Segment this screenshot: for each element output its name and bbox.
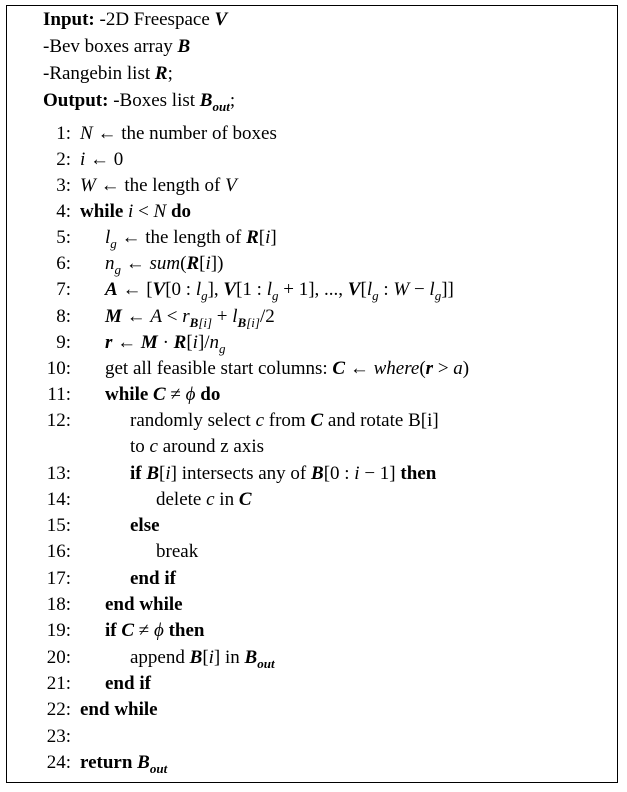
line-text-2: in <box>225 647 240 668</box>
input-label: Input: <box>43 9 95 30</box>
code-line-22 <box>0 697 627 723</box>
line-fn: where <box>373 358 420 379</box>
line-text: the number of boxes <box>121 123 277 144</box>
code-line-17 <box>0 566 627 592</box>
line-number: 14: <box>46 489 71 510</box>
output-label: Output: <box>43 90 109 111</box>
line-text: randomly select <box>130 410 251 431</box>
keyword: else <box>130 515 160 536</box>
line-number: 13: <box>46 463 71 484</box>
line-number: 11: <box>47 384 71 405</box>
code-line-19: 19: if C ≠ ϕ then <box>0 618 627 644</box>
input-line <box>43 7 227 33</box>
line-text: intersects any of <box>181 463 307 484</box>
line-number: 12: <box>46 410 71 431</box>
keyword: do <box>170 201 192 222</box>
output-var: B <box>199 90 213 111</box>
code-line-10: 10: get all feasible start columns: C ← where(r > a) <box>0 356 627 382</box>
line-number: 24: <box>46 752 71 773</box>
line-number: 15: <box>46 515 71 536</box>
code-line-1: 1: N ← the number of boxes <box>0 121 627 147</box>
code-line-5: 5: $l_g$ ← the length of R[i] <box>56 227 277 251</box>
code-line-3: 3: W ← the length of V <box>0 173 627 199</box>
code-line-6: 6: $n_g$ ← sum(R[i]) <box>56 253 224 277</box>
code-line-24: 24: return $B_{out}$ <box>46 752 168 776</box>
line-text-2: in <box>219 489 235 510</box>
line-number: 20: <box>46 647 71 668</box>
line-text: the length of <box>124 175 221 196</box>
code-line-12: 12: randomly select c from C and rotate B[i] <box>0 408 627 434</box>
line-number: 9: <box>56 332 71 353</box>
code-line-12-cont: to c around z axis <box>130 436 265 457</box>
line-fn: sum <box>149 253 181 274</box>
range-line <box>43 61 173 87</box>
code-line-23 <box>0 724 627 750</box>
keyword: while <box>105 384 149 405</box>
line-number: 7: <box>56 279 71 300</box>
line-number: 10: <box>46 358 71 379</box>
line-number: 16: <box>46 541 71 562</box>
line-number: 1: <box>56 123 71 144</box>
code-line-15 <box>0 513 627 539</box>
line-text: 0 <box>113 149 124 170</box>
line-text-3: and rotate B[i] <box>327 410 439 431</box>
line-text: to <box>130 436 145 457</box>
keyword: do <box>200 384 221 405</box>
range-suffix: ; <box>167 63 173 84</box>
code-line-4: 4: while i < N do <box>0 199 627 225</box>
line-ellipsis: ... <box>324 279 339 300</box>
line-text: delete <box>156 489 202 510</box>
keyword: then <box>168 620 205 641</box>
line-text-2: around z axis <box>162 436 265 457</box>
keyword: while <box>80 201 124 222</box>
line-number: 5: <box>56 227 71 248</box>
input-var: V <box>214 9 228 30</box>
input-text: -2D Freespace <box>99 9 210 30</box>
line-text: get all feasible start columns: <box>105 358 328 379</box>
keyword: end while <box>105 594 183 615</box>
line-number: 2: <box>56 149 71 170</box>
code-line-18 <box>0 592 627 618</box>
keyword: end while <box>80 699 158 720</box>
code-line-21 <box>0 671 627 697</box>
line-text: break <box>156 541 199 562</box>
code-line-9: 9: r ← $M \cdot R[i]/n_g$ <box>56 332 226 356</box>
line-number: 23: <box>46 726 71 747</box>
line-number: 4: <box>56 201 71 222</box>
code-line-11: 11: while C ≠ ϕ do <box>0 382 627 408</box>
keyword: end if <box>105 673 151 694</box>
bev-var: B <box>177 36 191 57</box>
line-text-2: from <box>268 410 306 431</box>
line-number: 18: <box>46 594 71 615</box>
code-line-13: 13: if B[i] intersects any of B[0 : i − 1] then <box>0 461 627 487</box>
line-number: 8: <box>56 306 71 327</box>
bev-line <box>43 34 190 60</box>
code-line-20: 20: append B[i] in $B_{out}$ <box>46 647 275 671</box>
line-number: 17: <box>46 568 71 589</box>
output-text: -Boxes list <box>113 90 196 111</box>
output-sub: out <box>212 99 230 114</box>
line-number: 19: <box>46 620 71 641</box>
keyword: return <box>80 752 133 773</box>
code-line-8: 8: M ← $A < r_{B[i]} + l_{B[i]}/2$ <box>56 306 275 330</box>
keyword: end if <box>130 568 176 589</box>
keyword: then <box>400 463 437 484</box>
line-number: 3: <box>56 175 71 196</box>
range-text: -Rangebin list <box>43 63 151 84</box>
line-text: append <box>130 647 185 668</box>
line-text: the length of <box>145 227 242 248</box>
code-line-2: 2: i ← 0 <box>0 147 627 173</box>
code-line-7: 7: A ← [V[0 : $l_g$], V[1 : $l_g + 1$], ..., $V[l_g$ : $W - l_g$]] <box>56 279 454 303</box>
code-line-14: 14: delete c in C <box>0 487 627 513</box>
bev-text: -Bev boxes array <box>43 36 173 57</box>
line-number: 21: <box>46 673 71 694</box>
keyword: if <box>105 620 117 641</box>
keyword: if <box>130 463 142 484</box>
code-line-16 <box>0 539 627 565</box>
line-number: 6: <box>56 253 71 274</box>
output-line <box>43 88 235 115</box>
range-var: R <box>154 63 168 84</box>
line-number: 22: <box>46 699 71 720</box>
output-suffix: ; <box>229 90 236 111</box>
